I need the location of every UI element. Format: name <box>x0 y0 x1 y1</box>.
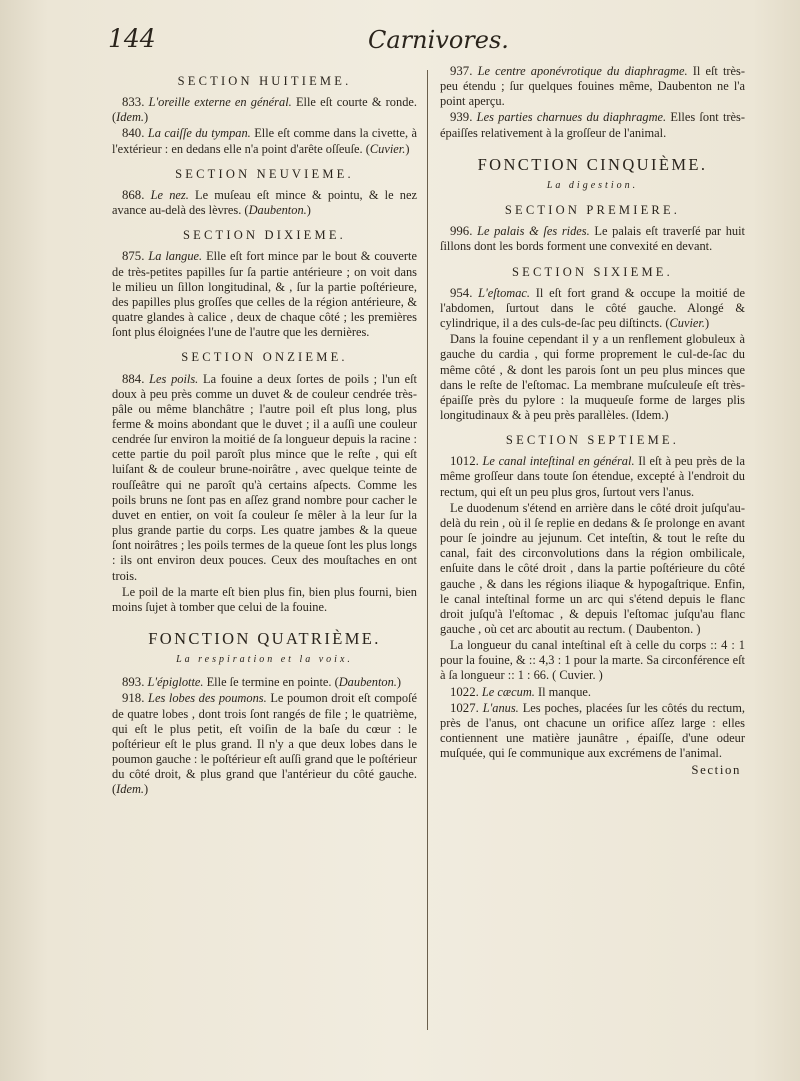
right-column <box>440 64 745 779</box>
column-divider <box>427 70 428 1030</box>
section-heading: SECTION HUITIEME. <box>177 74 352 88</box>
section-heading: SECTION PREMIERE. <box>504 203 681 218</box>
function-heading: FONCTION QUATRIÈME. <box>148 629 381 648</box>
paragraph-939: 939. Les parties charnues du diaphragme. Elles ſont très-épaiſſes relativement à la groſſeur de l'animal. <box>440 110 745 140</box>
paragraph-954: 954. L'eſtomac. Il eſt fort grand & occupe la moitié de l'abdomen, ſurtout dans le côté gauche. Alongé & cylindrique, il a des culs-de-ſac peu diſtincts. (Cuvier.) <box>440 285 745 331</box>
paragraph-918: 918. Les lobes des poumons. Le poumon droit eſt compoſé de quatre lobes , dont trois ſont rangés de file ; le quatrième, qui eſt le plus petit, eſt voiſin de la baſe du cœur : le poſtérieur eſt le plus grand. Il n'y a que deux lobes dans le poumon gauche : le poſtérieur eſt auſſi grand que le poſtérieur du côté droit, & plus grand que l'antérieur du côté gauche. (Idem.) <box>112 691 417 797</box>
paragraph-996: 996. Le palais & ſes rides. Le palais eſt traverſé par huit ſillons dont les bords forment une convexité en devant. <box>440 224 745 254</box>
section-heading: SECTION SEPTIEME. <box>505 433 680 448</box>
paragraph-1027: 1027. L'anus. Les poches, placées ſur les côtés du rectum, près de l'anus, ont chacune un orifice aſſez large : elles contiennent une matière jaunâtre , épaiſſe, d'une odeur muſquée, qui ſe communique aux excrémens de l'animal. <box>440 700 745 761</box>
paragraph-1022: 1022. Le cæcum. Il manque. <box>450 684 591 699</box>
paragraph-868: 868. Le nez. Le muſeau eſt mince & pointu, & le nez avance au-delà des lèvres. (Daubenton.) <box>112 187 417 218</box>
paragraph-884-cont: Le poil de la marte eſt bien plus fin, bien plus fourni, bien moins ſujet à tomber que celui de la fouine. <box>112 584 417 614</box>
paragraph-937: 937. Le centre aponévrotique du diaphragme. Il eſt très-peu étendu ; ſur quelques fouines même, Daubenton ne l'a point aperçu. <box>440 64 745 109</box>
paragraph-884: 884. Les poils. La fouine a deux ſortes de poils ; l'un eſt doux à peu près comme un duvet & de couleur cendrée très-pâle ou même blanchâtre ; l'autre poil eſt plus long, plus ferme & moins abondant que le duvet ; il a auſſi une couleur cendrée ſur environ la moitié de ſa longueur depuis la racine : cette partie du poil paroît plus mince que le reſte , qui eſt luiſant & de couleur brune-noirâtre , avec quelque teinte de rouſſeâtre qui ne paroît qu'à certains aſpects. Comme les poils bruns ne ſont pas en aſſez grand nombre pour cacher le duvet en entier, on voit ſa couleur ſe mêler à la leur ſur la plus grande partie du corps. Les quatre jambes & la queue ſont noirâtres ; les poils termes de la queue ſont les plus longs : ils ont environ deux pouces. Ceux des mouſtaches en ont trois. <box>112 371 418 583</box>
section-heading: SECTION DIXIEME. <box>183 228 346 243</box>
paragraph-954-cont: Dans la fouine cependant il y a un renflement globuleux à gauche du cardia , qui forme proprement le cul-de-ſac du même côté , & dont les parois ſont un peu plus minces que dans le reſte de l'eſtomac. La membrane muſculeuſe eſt très-épaiſſe près du pylore : la muqueuſe forme de larges plis longitudinaux & à peu près parallèles. (Idem.) <box>440 332 745 422</box>
function-subtitle: La respiration et la voix. <box>176 654 353 666</box>
paragraph-893: 893. L'épiglotte. Elle ſe termine en pointe. (Daubenton.) <box>122 675 402 690</box>
paragraph-1012-cont: Le duodenum s'étend en arrière dans le côté droit juſqu'au-delà du rein , où il ſe replie en dedans & ſe prolonge en avant pour ſe joindre au jejunum. Cet inteſtin, & tout le reſte du canal, fait des circonvolutions dans la région ombilicale, enſuite dans le côté droit , dans la partie poſtérieure du côté gauche , & dans les régions iliaque & hypogaſtrique. Enfin, le canal inteſtinal forme un arc qui s'étend depuis le flanc droit juſqu'à l'eſtomac , & depuis l'eſtomac juſqu'au flanc gauche , où cet arc aboutit au rectum. ( Daubenton. ) <box>440 500 745 636</box>
function-heading: FONCTION CINQUIÈME. <box>477 154 708 174</box>
paragraph-875: 875. La langue. Elle eſt fort mince par le bout & couverte de très-petites papilles ſur ſa partie antérieure ; on voit dans le milieu un ſillon longitudinal, & , ſur la partie poſtérieure, des papilles plus groſſes que celles de la région antérieure, & quatre glandes à calice , deux de chaque côté ; les premières ſont plus éloignées l'une de l'autre que les dernières. <box>112 249 417 340</box>
running-head: Carnivores. <box>368 26 509 54</box>
page-number: 144 <box>108 24 156 53</box>
paragraph-1012-ratio: La longueur du canal inteſtinal eſt à celle du corps :: 4 : 1 pour la fouine, & :: 4,3 : 1 pour la marte. Sa circonférence eſt à ſa longueur :: 1 : 66. ( Cuvier. ) <box>440 638 745 683</box>
left-column <box>112 64 417 799</box>
catchword: Section <box>691 763 741 778</box>
function-subtitle: La digestion. <box>546 179 639 191</box>
page-header <box>108 24 768 64</box>
paragraph-833: 833. L'oreille externe en général. Elle eſt courte & ronde. (Idem.) <box>112 95 417 125</box>
paragraph-840: 840. La caiſſe du tympan. Elle eſt comme dans la civette, à l'extérieur : en dedans elle n'a point d'arête oſſeuſe. (Cuvier.) <box>112 126 417 156</box>
section-heading: SECTION SIXIEME. <box>512 264 673 279</box>
section-heading: SECTION NEUVIEME. <box>175 166 354 181</box>
paragraph-1012: 1012. Le canal inteſtinal en général. Il eſt à peu près de la même groſſeur dans toute ſon étendue, excepté à l'endroit du rectum, qui eſt un peu plus gros, ſurtout vers l'anus. <box>440 454 745 499</box>
section-heading: SECTION ONZIEME. <box>181 350 348 365</box>
